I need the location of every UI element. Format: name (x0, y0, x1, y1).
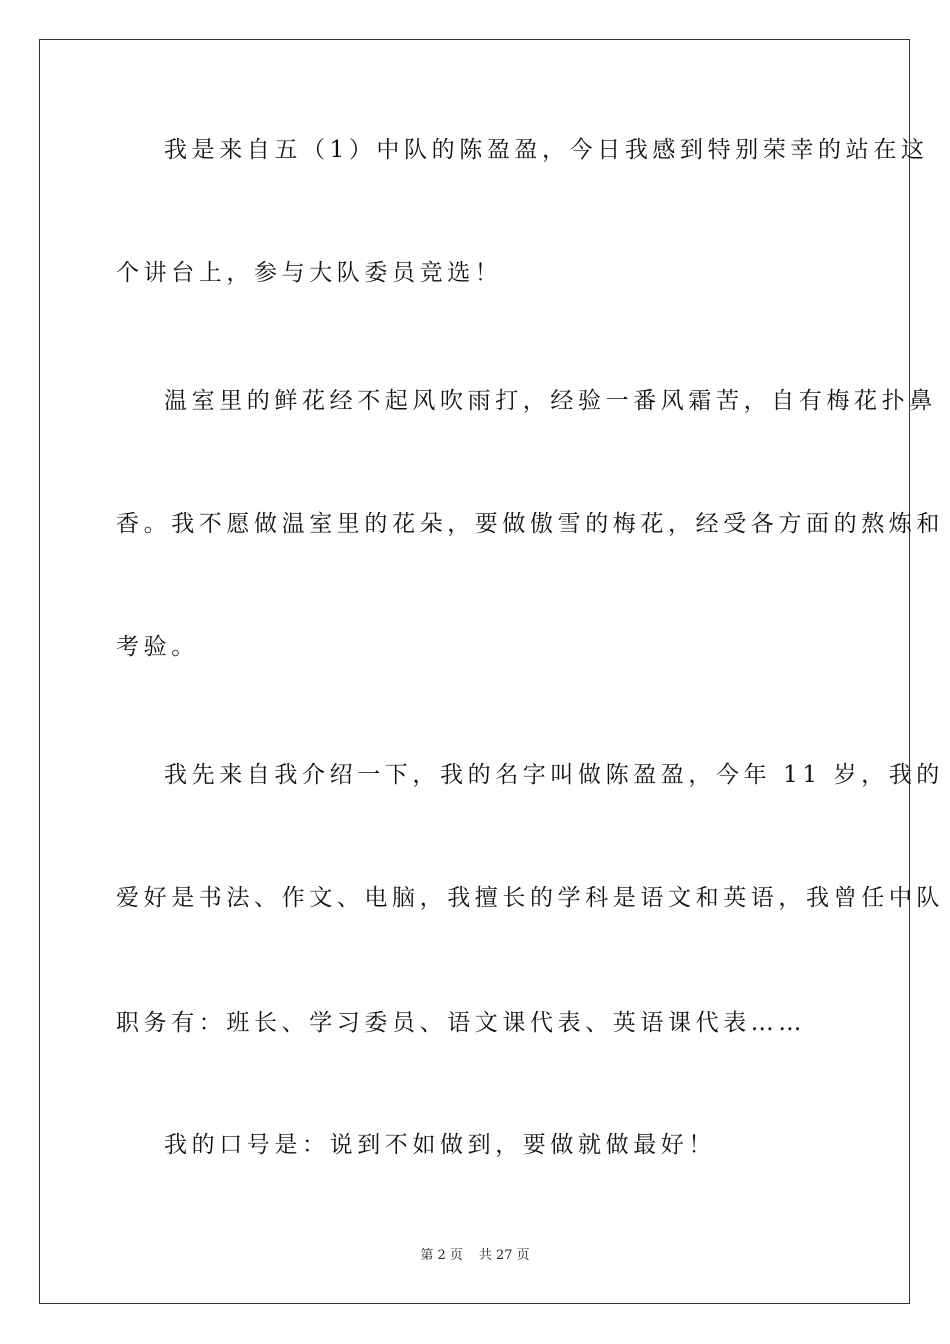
page-border (39, 39, 944, 1304)
paragraph-1-line-2: 个讲台上，参与大队委员竞选！ (116, 260, 503, 286)
paragraph-1-line-1: 我是来自五（1）中队的陈盈盈，今日我感到特别荣幸的站在这 (164, 137, 929, 163)
paragraph-2-line-2: 香。我不愿做温室里的花朵，要做傲雪的梅花，经受各方面的熬炼和 (116, 511, 944, 537)
page-footer (0, 1247, 950, 1265)
page-total: 共 27 页 (478, 1248, 530, 1263)
paragraph-3-line-2: 爱好是书法、作文、电脑，我擅长的学科是语文和英语，我曾任中队 (116, 885, 944, 911)
paragraph-4-line-1: 我的口号是：说到不如做到，要做就做最好！ (164, 1132, 716, 1158)
paragraph-3-line-1: 我先来自我介绍一下，我的名字叫做陈盈盈，今年 11 岁，我的 (164, 762, 944, 788)
page-number: 第 2 页 (420, 1248, 463, 1263)
paragraph-2-line-3: 考验。 (116, 634, 199, 660)
paragraph-2-line-1: 温室里的鲜花经不起风吹雨打，经验一番风霜苦，自有梅花扑鼻 (164, 388, 937, 414)
paragraph-3-line-3: 职务有：班长、学习委员、语文课代表、英语课代表…… (116, 1010, 806, 1036)
